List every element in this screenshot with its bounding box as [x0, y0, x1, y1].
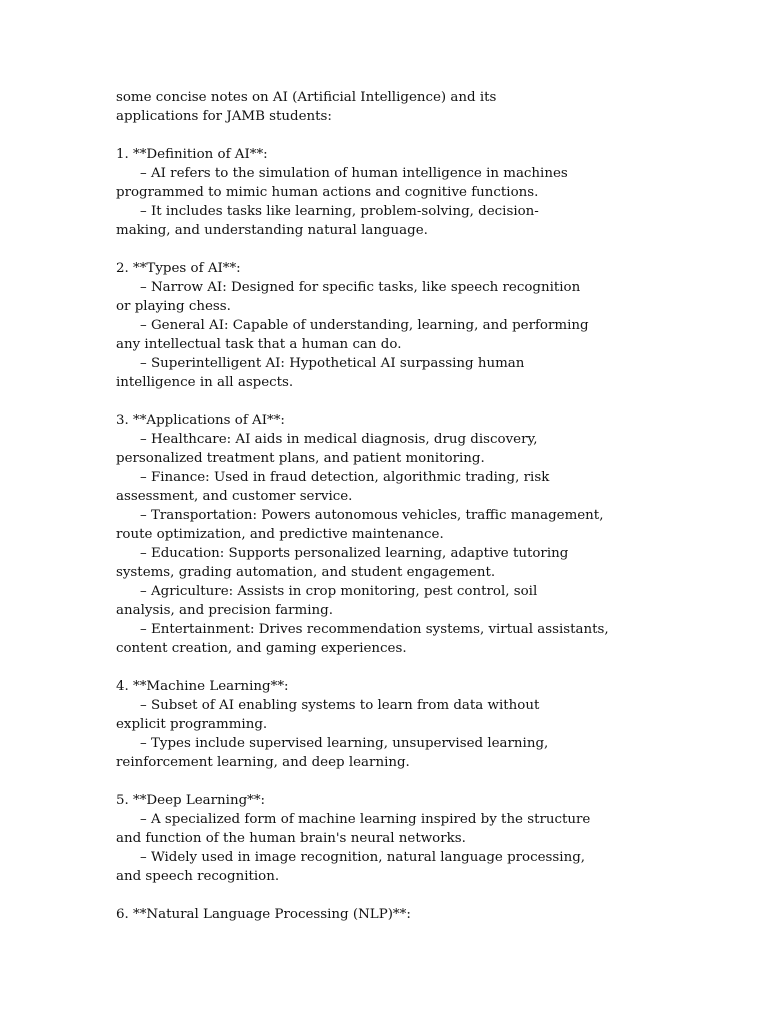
bullet-continuation: personalized treatment plans, and patient monitoring. [116, 451, 485, 466]
bullet-line: – Widely used in image recognition, natural language processing, [140, 850, 586, 865]
bullet-line: – A specialized form of machine learning inspired by the structure [140, 812, 591, 827]
bullet-line: – Subset of AI enabling systems to learn from data without [140, 698, 540, 713]
bullet-line: – Agriculture: Assists in crop monitoring, pest control, soil [140, 584, 538, 599]
paragraph-gap [116, 658, 736, 677]
bullet-line: – General AI: Capable of understanding, learning, and performing [140, 318, 589, 333]
bullet-line: – Types include supervised learning, unsupervised learning, [140, 736, 549, 751]
bullet-continuation: any intellectual task that a human can do. [116, 337, 402, 352]
bullet-line: – Narrow AI: Designed for specific tasks, like speech recognition [140, 280, 581, 295]
section-heading: 4. **Machine Learning**: [116, 679, 289, 694]
bullet-line: – Healthcare: AI aids in medical diagnosis, drug discovery, [140, 432, 538, 447]
document-page [116, 88, 736, 924]
bullet-line: – AI refers to the simulation of human intelligence in machines [140, 166, 568, 181]
section-heading: 5. **Deep Learning**: [116, 793, 266, 808]
paragraph-gap [116, 392, 736, 411]
bullet-continuation: assessment, and customer service. [116, 489, 353, 504]
section-types [116, 259, 736, 392]
intro-line: some concise notes on AI (Artificial Intelligence) and its [116, 90, 497, 105]
section-heading: 1. **Definition of AI**: [116, 147, 268, 162]
paragraph-gap [116, 126, 736, 145]
bullet-continuation: or playing chess. [116, 299, 231, 314]
paragraph-gap [116, 772, 736, 791]
bullet-line: – Education: Supports personalized learning, adaptive tutoring [140, 546, 569, 561]
paragraph-gap [116, 886, 736, 905]
section-machine-learning [116, 677, 736, 772]
bullet-continuation: and function of the human brain's neural networks. [116, 831, 466, 846]
section-deep-learning [116, 791, 736, 886]
paragraph-gap [116, 240, 736, 259]
section-heading: 3. **Applications of AI**: [116, 413, 285, 428]
bullet-continuation: reinforcement learning, and deep learning. [116, 755, 410, 770]
section-heading: 2. **Types of AI**: [116, 261, 241, 276]
bullet-continuation: content creation, and gaming experiences. [116, 641, 407, 656]
bullet-line: – Entertainment: Drives recommendation systems, virtual assistants, [140, 622, 609, 637]
bullet-continuation: programmed to mimic human actions and cognitive functions. [116, 185, 539, 200]
bullet-continuation: intelligence in all aspects. [116, 375, 294, 390]
bullet-continuation: explicit programming. [116, 717, 268, 732]
bullet-line: – Transportation: Powers autonomous vehicles, traffic management, [140, 508, 604, 523]
bullet-continuation: analysis, and precision farming. [116, 603, 333, 618]
bullet-line: – Superintelligent AI: Hypothetical AI surpassing human [140, 356, 525, 371]
intro-line: applications for JAMB students: [116, 109, 332, 124]
bullet-line: – Finance: Used in fraud detection, algorithmic trading, risk [140, 470, 550, 485]
section-heading: 6. **Natural Language Processing (NLP)**: [116, 907, 411, 922]
bullet-line: – It includes tasks like learning, problem-solving, decision- [140, 204, 539, 219]
bullet-continuation: making, and understanding natural language. [116, 223, 428, 238]
section-nlp [116, 905, 736, 924]
bullet-continuation: and speech recognition. [116, 869, 280, 884]
bullet-continuation: systems, grading automation, and student engagement. [116, 565, 496, 580]
bullet-continuation: route optimization, and predictive maintenance. [116, 527, 444, 542]
section-definition [116, 145, 736, 240]
section-applications [116, 411, 736, 658]
